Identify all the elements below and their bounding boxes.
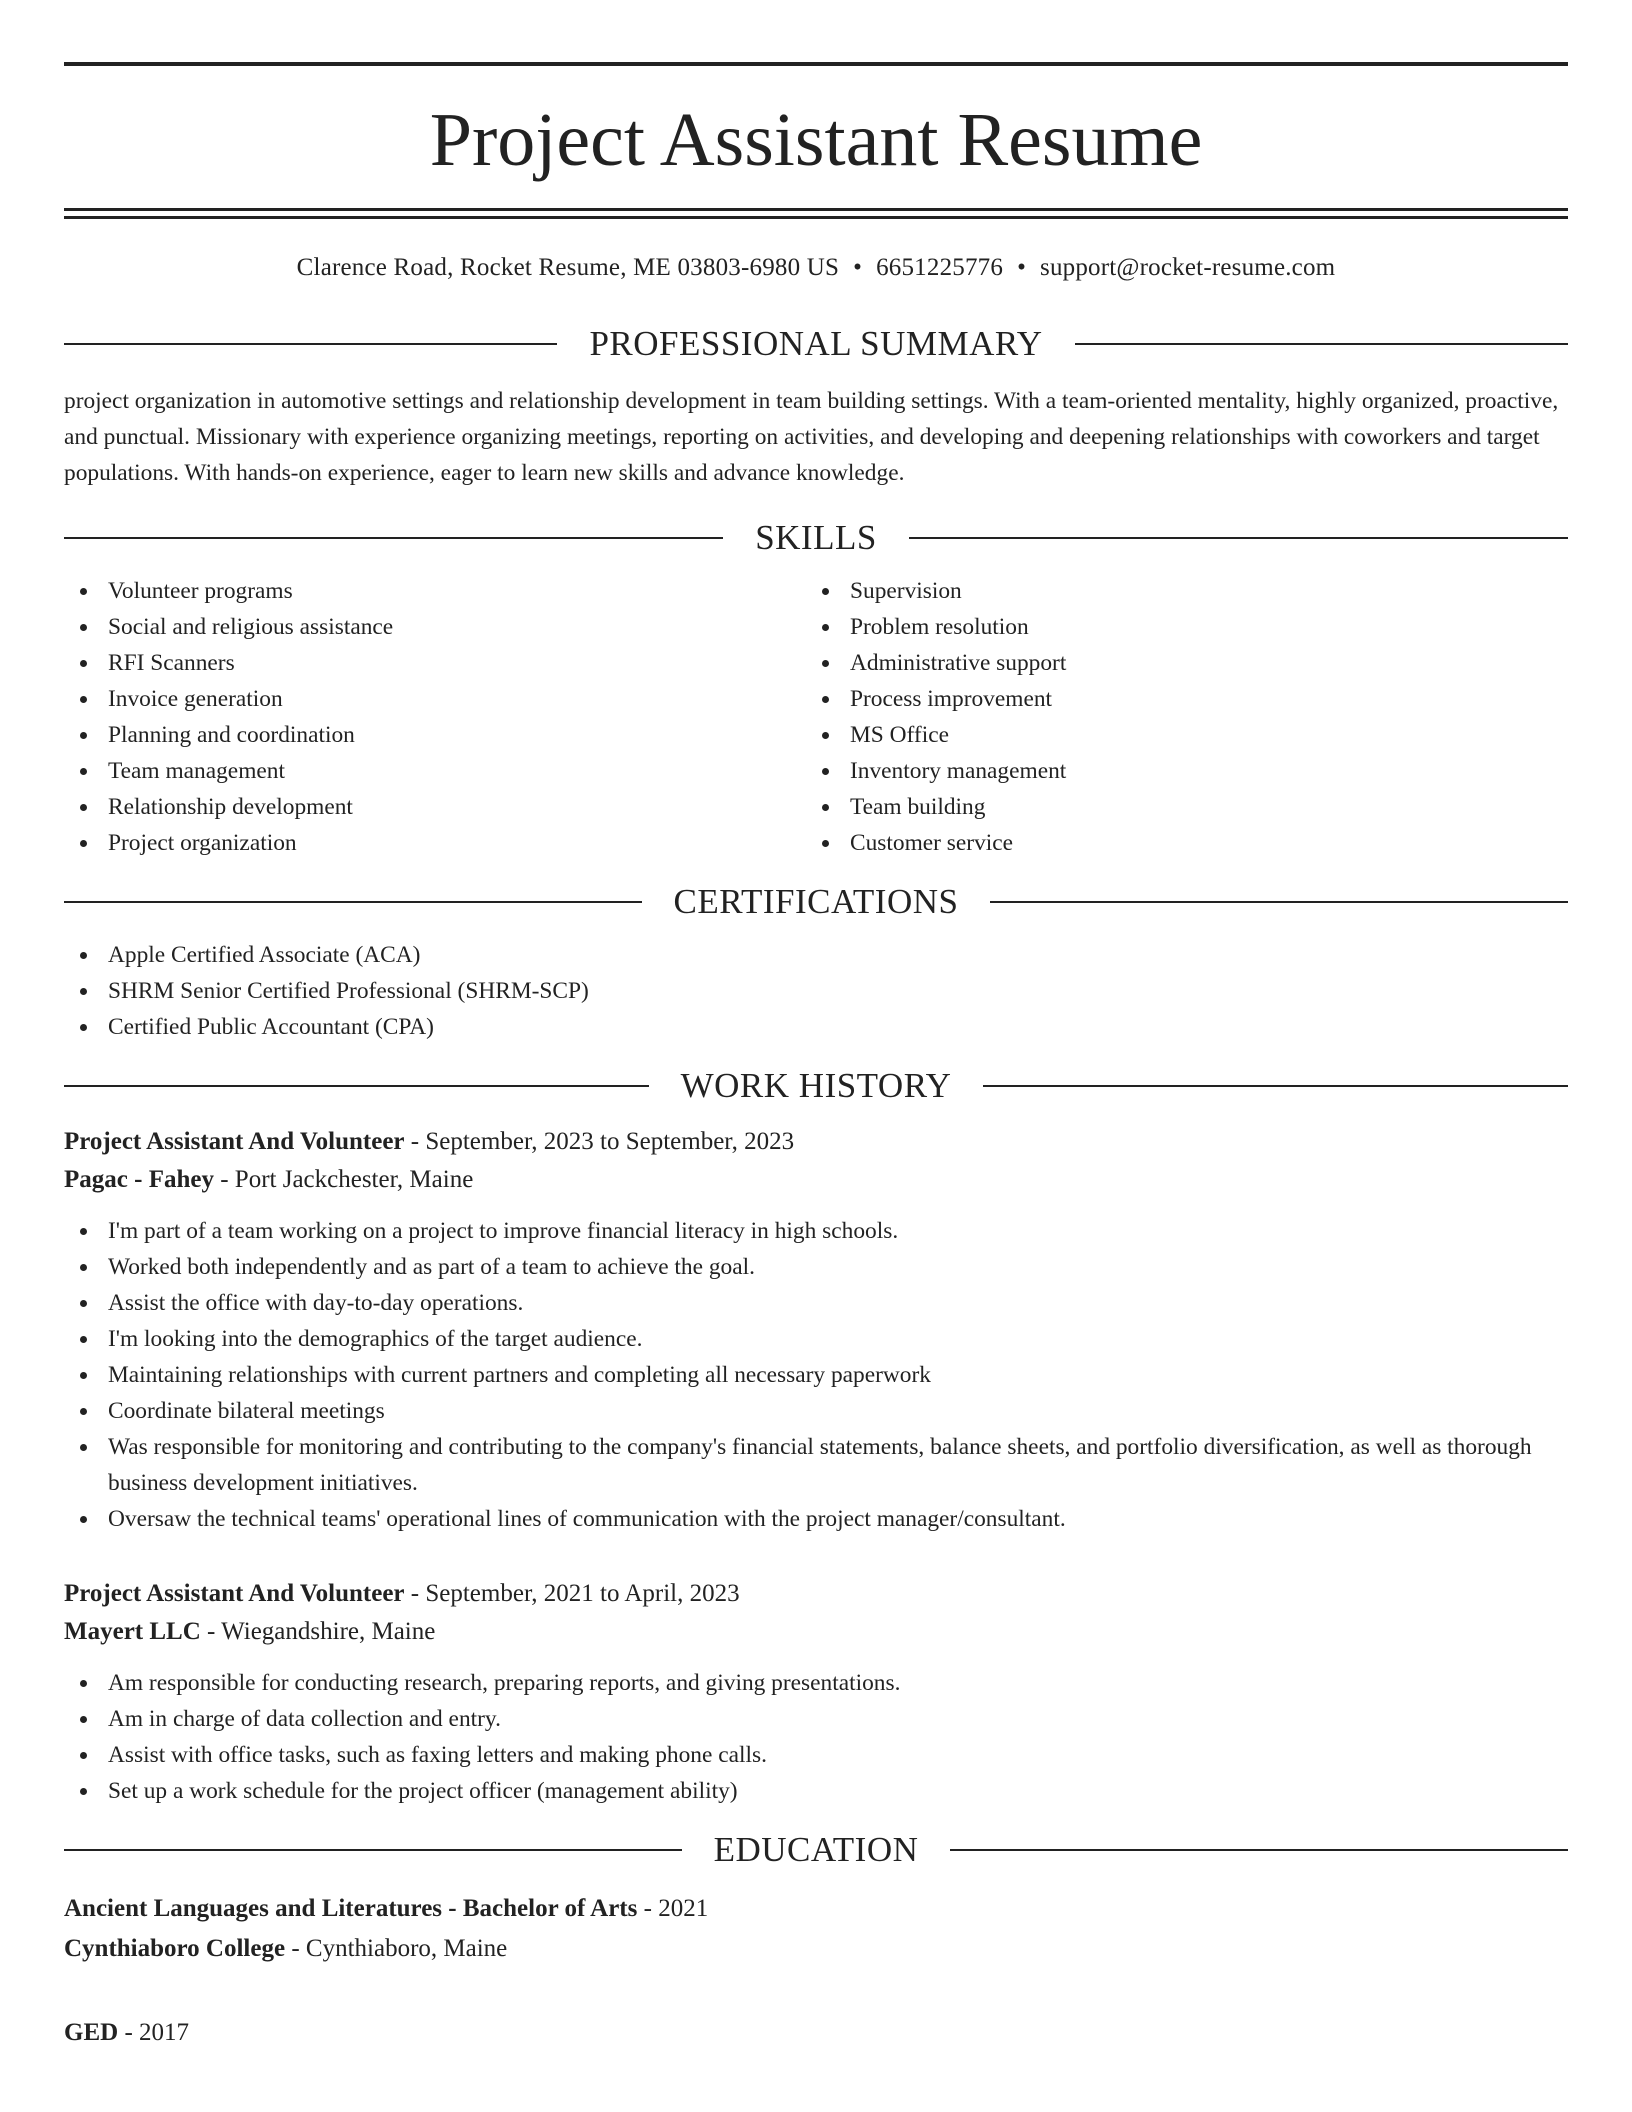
job-bullet: Assist with office tasks, such as faxing letters and making phone calls. xyxy=(64,1737,1568,1773)
skill-item: RFI Scanners xyxy=(64,645,806,681)
certification-item: Certified Public Accountant (CPA) xyxy=(64,1009,1568,1045)
heading-rule xyxy=(64,1085,649,1087)
section-title: CERTIFICATIONS xyxy=(673,882,959,921)
section-heading-work-history xyxy=(64,1061,1568,1111)
education-degree-line xyxy=(64,2013,1568,2053)
heading-rule xyxy=(64,343,557,345)
job-dates: - September, 2021 to April, 2023 xyxy=(404,1580,740,1607)
job-company: Pagac - Fahey xyxy=(64,1166,214,1193)
contact-separator: • xyxy=(853,254,863,281)
job-company-line xyxy=(64,1161,1568,1199)
job-bullet: Maintaining relationships with current partners and completing all necessary paperwork xyxy=(64,1357,1568,1393)
skill-item: Administrative support xyxy=(806,645,1548,681)
section-title: WORK HISTORY xyxy=(680,1066,952,1105)
education-degree: Ancient Languages and Literatures - Bachelor of Arts xyxy=(64,1895,638,1922)
job-location: - Wiegandshire, Maine xyxy=(200,1618,436,1645)
section-heading-summary xyxy=(64,319,1568,369)
skills-list xyxy=(64,573,1568,861)
job-title-line xyxy=(64,1575,1568,1613)
job-bullet: I'm part of a team working on a project to improve financial literacy in high schools. xyxy=(64,1213,1568,1249)
job-company-line xyxy=(64,1613,1568,1651)
skill-item: Customer service xyxy=(806,825,1548,861)
skills-column-left xyxy=(64,573,806,861)
contact-line xyxy=(64,253,1568,283)
education-entry xyxy=(64,1889,1568,1969)
skill-item: Inventory management xyxy=(806,753,1548,789)
section-heading-skills xyxy=(64,513,1568,563)
job-bullet: I'm looking into the demographics of the target audience. xyxy=(64,1321,1568,1357)
job-entry xyxy=(64,1123,1568,1537)
job-bullet: Oversaw the technical teams' operational lines of communication with the project manager/consultant. xyxy=(64,1501,1568,1537)
section-title: EDUCATION xyxy=(713,1830,919,1869)
skill-item: Relationship development xyxy=(64,789,806,825)
education-year: - 2021 xyxy=(637,1895,709,1922)
education-entry xyxy=(64,2013,1568,2053)
job-dates: - September, 2023 to September, 2023 xyxy=(404,1128,795,1155)
skill-item: Process improvement xyxy=(806,681,1548,717)
heading-rule xyxy=(950,1849,1568,1851)
contact-separator: • xyxy=(1017,254,1027,281)
top-rule xyxy=(64,62,1568,66)
job-bullets xyxy=(64,1213,1568,1537)
skill-item: Planning and coordination xyxy=(64,717,806,753)
education-location: - Cynthiaboro, Maine xyxy=(285,1935,508,1962)
page-title: Project Assistant Resume xyxy=(429,98,1203,182)
certification-item: SHRM Senior Certified Professional (SHRM-SCP) xyxy=(64,973,1568,1009)
section-heading-certifications xyxy=(64,877,1568,927)
contact-phone: 6651225776 xyxy=(876,254,1004,281)
certifications-list xyxy=(64,937,1568,1045)
job-bullet: Set up a work schedule for the project officer (management ability) xyxy=(64,1773,1568,1809)
job-title: Project Assistant And Volunteer xyxy=(64,1580,405,1607)
education-degree-line xyxy=(64,1889,1568,1929)
job-title-line xyxy=(64,1123,1568,1161)
contact-address: Clarence Road, Rocket Resume, ME 03803-6980 US xyxy=(296,254,840,281)
job-location: - Port Jackchester, Maine xyxy=(213,1166,474,1193)
heading-rule xyxy=(64,1849,682,1851)
skill-item: Problem resolution xyxy=(806,609,1548,645)
section-title: PROFESSIONAL SUMMARY xyxy=(589,324,1043,363)
skill-item: Volunteer programs xyxy=(64,573,806,609)
job-bullet: Was responsible for monitoring and contributing to the company's financial statements, balance sheets, and portfolio diversification, as well as thorough business development initiatives. xyxy=(64,1429,1568,1501)
job-bullets xyxy=(64,1665,1568,1809)
education-school-line xyxy=(64,1929,1568,1969)
skill-item: MS Office xyxy=(806,717,1548,753)
job-title: Project Assistant And Volunteer xyxy=(64,1128,405,1155)
job-bullet: Coordinate bilateral meetings xyxy=(64,1393,1568,1429)
summary-text: project organization in automotive settings and relationship development in team building settings. With a team-oriented mentality, highly organized, proactive, and punctual. Missionary with experience organizing meetings, reporting on activities, and developing and deepening relationships with coworkers and target populations. With hands-on experience, eager to learn new skills and advance knowledge. xyxy=(64,388,1559,486)
heading-rule xyxy=(909,537,1568,539)
job-company: Mayert LLC xyxy=(64,1618,201,1645)
contact-email[interactable]: support@rocket-resume.com xyxy=(1040,254,1336,281)
education-school: Cynthiaboro College xyxy=(64,1935,286,1962)
heading-rule xyxy=(64,537,723,539)
education-spacer xyxy=(64,1969,1568,1999)
resume-page xyxy=(64,0,1568,2053)
title-double-rule xyxy=(64,208,1568,219)
certification-item: Apple Certified Associate (ACA) xyxy=(64,937,1568,973)
education-degree: GED xyxy=(64,2019,119,2046)
skill-item: Invoice generation xyxy=(64,681,806,717)
education-year: - 2017 xyxy=(118,2019,190,2046)
heading-rule xyxy=(983,1085,1568,1087)
heading-rule xyxy=(64,901,642,903)
job-bullet: Am in charge of data collection and entry. xyxy=(64,1701,1568,1737)
job-entry xyxy=(64,1575,1568,1809)
skill-item: Team management xyxy=(64,753,806,789)
skill-item: Project organization xyxy=(64,825,806,861)
job-bullet: Assist the office with day-to-day operations. xyxy=(64,1285,1568,1321)
heading-rule xyxy=(1075,343,1568,345)
skill-item: Supervision xyxy=(806,573,1548,609)
section-heading-education xyxy=(64,1825,1568,1875)
skill-item: Social and religious assistance xyxy=(64,609,806,645)
job-bullet: Am responsible for conducting research, preparing reports, and giving presentations. xyxy=(64,1665,1568,1701)
skill-item: Team building xyxy=(806,789,1548,825)
heading-rule xyxy=(990,901,1568,903)
job-bullet: Worked both independently and as part of a team to achieve the goal. xyxy=(64,1249,1568,1285)
section-title: SKILLS xyxy=(755,518,877,557)
skills-column-right xyxy=(806,573,1548,861)
